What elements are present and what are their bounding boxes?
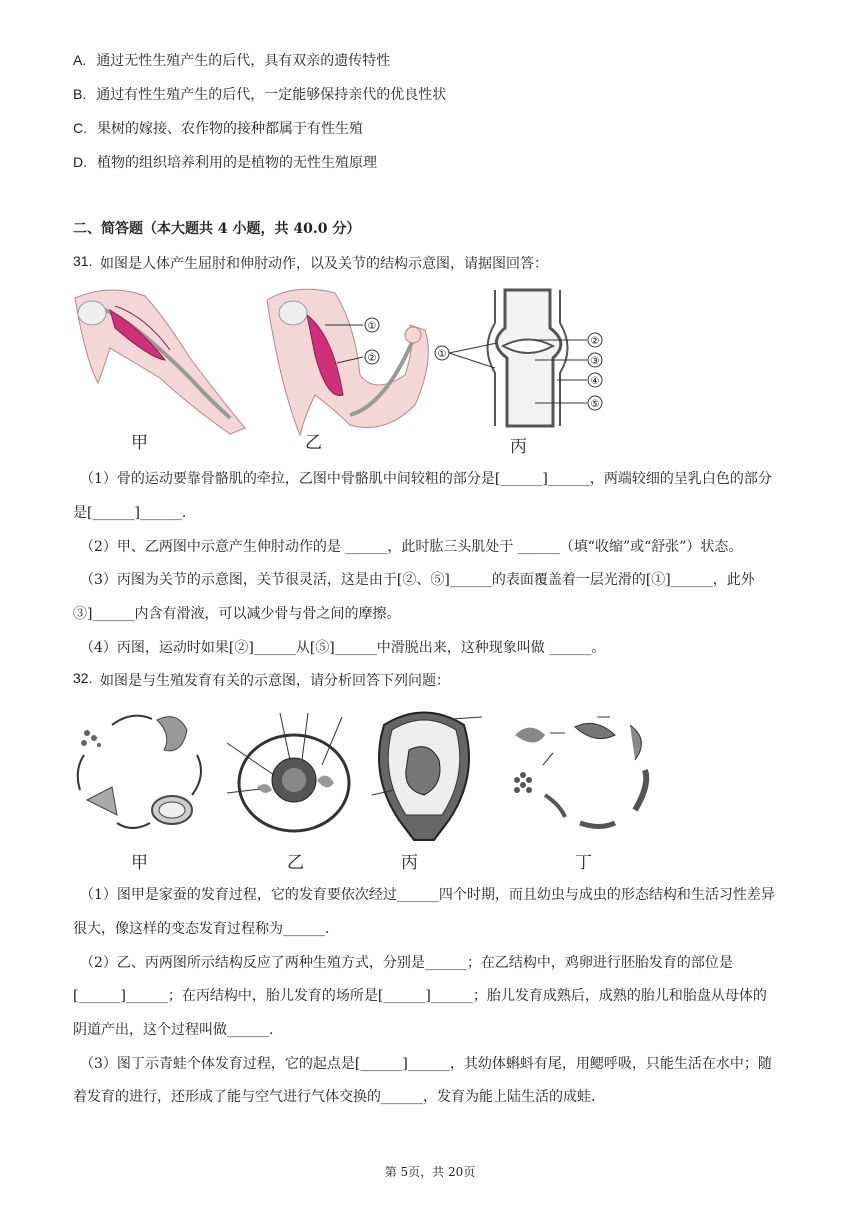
q31-line-1: （1）骨的运动要靠骨骼肌的牵拉，乙图中骨骼肌中间较粗的部分是[______]______，两端较细的呈乳白色的部分 [80, 471, 772, 487]
q31-line-6: （4）丙图，运动时如果[②]______从[⑤]______中滑脱出来，这种现象叫做 ______。 [80, 640, 606, 656]
fig31-label-yi: 乙 [305, 433, 322, 452]
fig31-label-jia: 甲 [131, 433, 148, 452]
bing-mark-5: ⑤ [590, 399, 600, 410]
bing-mark-2: ② [590, 336, 600, 347]
arm-flexed-figure [265, 285, 440, 440]
q32-line-4: [______]______；在丙结构中，胎儿发育的场所是[______]______；胎儿发育成熟后，成熟的胎儿和胎盘从母体的 [73, 988, 767, 1004]
fig32-label-yi: 乙 [287, 853, 304, 872]
fig32-label-ding: 丁 [575, 853, 592, 872]
fig31-label-bing: 丙 [510, 437, 527, 456]
page-footer: 第 5页，共 20页 [384, 1165, 476, 1179]
fig32-label-jia: 甲 [131, 853, 148, 872]
yi-mark-1: ① [367, 321, 377, 332]
arm-extended-figure [70, 288, 250, 438]
q31-line-3: （2）甲、乙两图中示意产生伸肘动作的是 ______，此时肱三头肌处于 ______（填“收缩”或“舒张”）状态。 [80, 539, 743, 555]
uterus-figure [364, 705, 489, 845]
q32-line-5: 阴道产出，这个过程叫做______. [73, 1022, 274, 1038]
q31-number: 31. [73, 253, 93, 269]
fig32-label-bing: 丙 [401, 853, 418, 872]
yi-mark-2: ② [367, 353, 377, 364]
bing-mark-4: ④ [590, 376, 600, 387]
q31-line-5: ③]______内含有滑液，可以减少骨与骨之间的摩擦。 [73, 606, 401, 622]
joint-figure [435, 288, 610, 428]
q31-stem: 如图是人体产生屈肘和伸肘动作，以及关节的结构示意图，请据图回答： [100, 256, 548, 272]
egg-structure-figure [222, 705, 367, 835]
silkworm-cycle-figure [72, 705, 212, 835]
q32-line-2: 很大，像这样的变态发育过程称为______. [73, 921, 330, 937]
option-c: C. 果树的嫁接、农作物的接种都属于有性生殖 [73, 120, 363, 137]
q32-line-3: （2）乙、丙两图所示结构反应了两种生殖方式，分别是______；在乙结构中，鸡卵进行胚胎发育的部位是 [80, 955, 733, 971]
frog-cycle-figure [505, 705, 660, 835]
q32-line-6: （3）图丁示青蛙个体发育过程，它的起点是[______]______，其幼体蝌蚪有尾，用鳃呼吸，只能生活在水中；随 [80, 1056, 772, 1072]
bing-mark-1: ① [437, 349, 447, 360]
bing-mark-3: ③ [590, 356, 600, 367]
q31-line-2: 是[______]______. [73, 505, 187, 521]
q32-number: 32. [73, 670, 93, 686]
q32-stem: 如图是与生殖发育有关的示意图，请分析回答下列问题： [100, 673, 450, 689]
q32-line-1: （1）图甲是家蚕的发育过程，它的发育要依次经过______四个时期，而且幼虫与成虫的形态结构和生活习性差异 [80, 887, 775, 903]
option-d: D. 植物的组织培养利用的是植物的无性生殖原理 [73, 154, 377, 171]
option-b: B. 通过有性生殖产生的后代，一定能够保持亲代的优良性状 [73, 86, 447, 103]
option-a: A. 通过无性生殖产生的后代，具有双亲的遗传特性 [73, 52, 391, 69]
q32-line-7: 着发育的进行，还形成了能与空气进行气体交换的______，发育为能上陆生活的成蛙. [73, 1089, 596, 1105]
section-title: 二、简答题（本大题共 4 小题，共 40.0 分） [73, 221, 361, 237]
q31-line-4: （3）丙图为关节的示意图，关节很灵活，这是由于[②、⑤]______的表面覆盖着一层光滑的[①]______，此外 [80, 572, 755, 588]
